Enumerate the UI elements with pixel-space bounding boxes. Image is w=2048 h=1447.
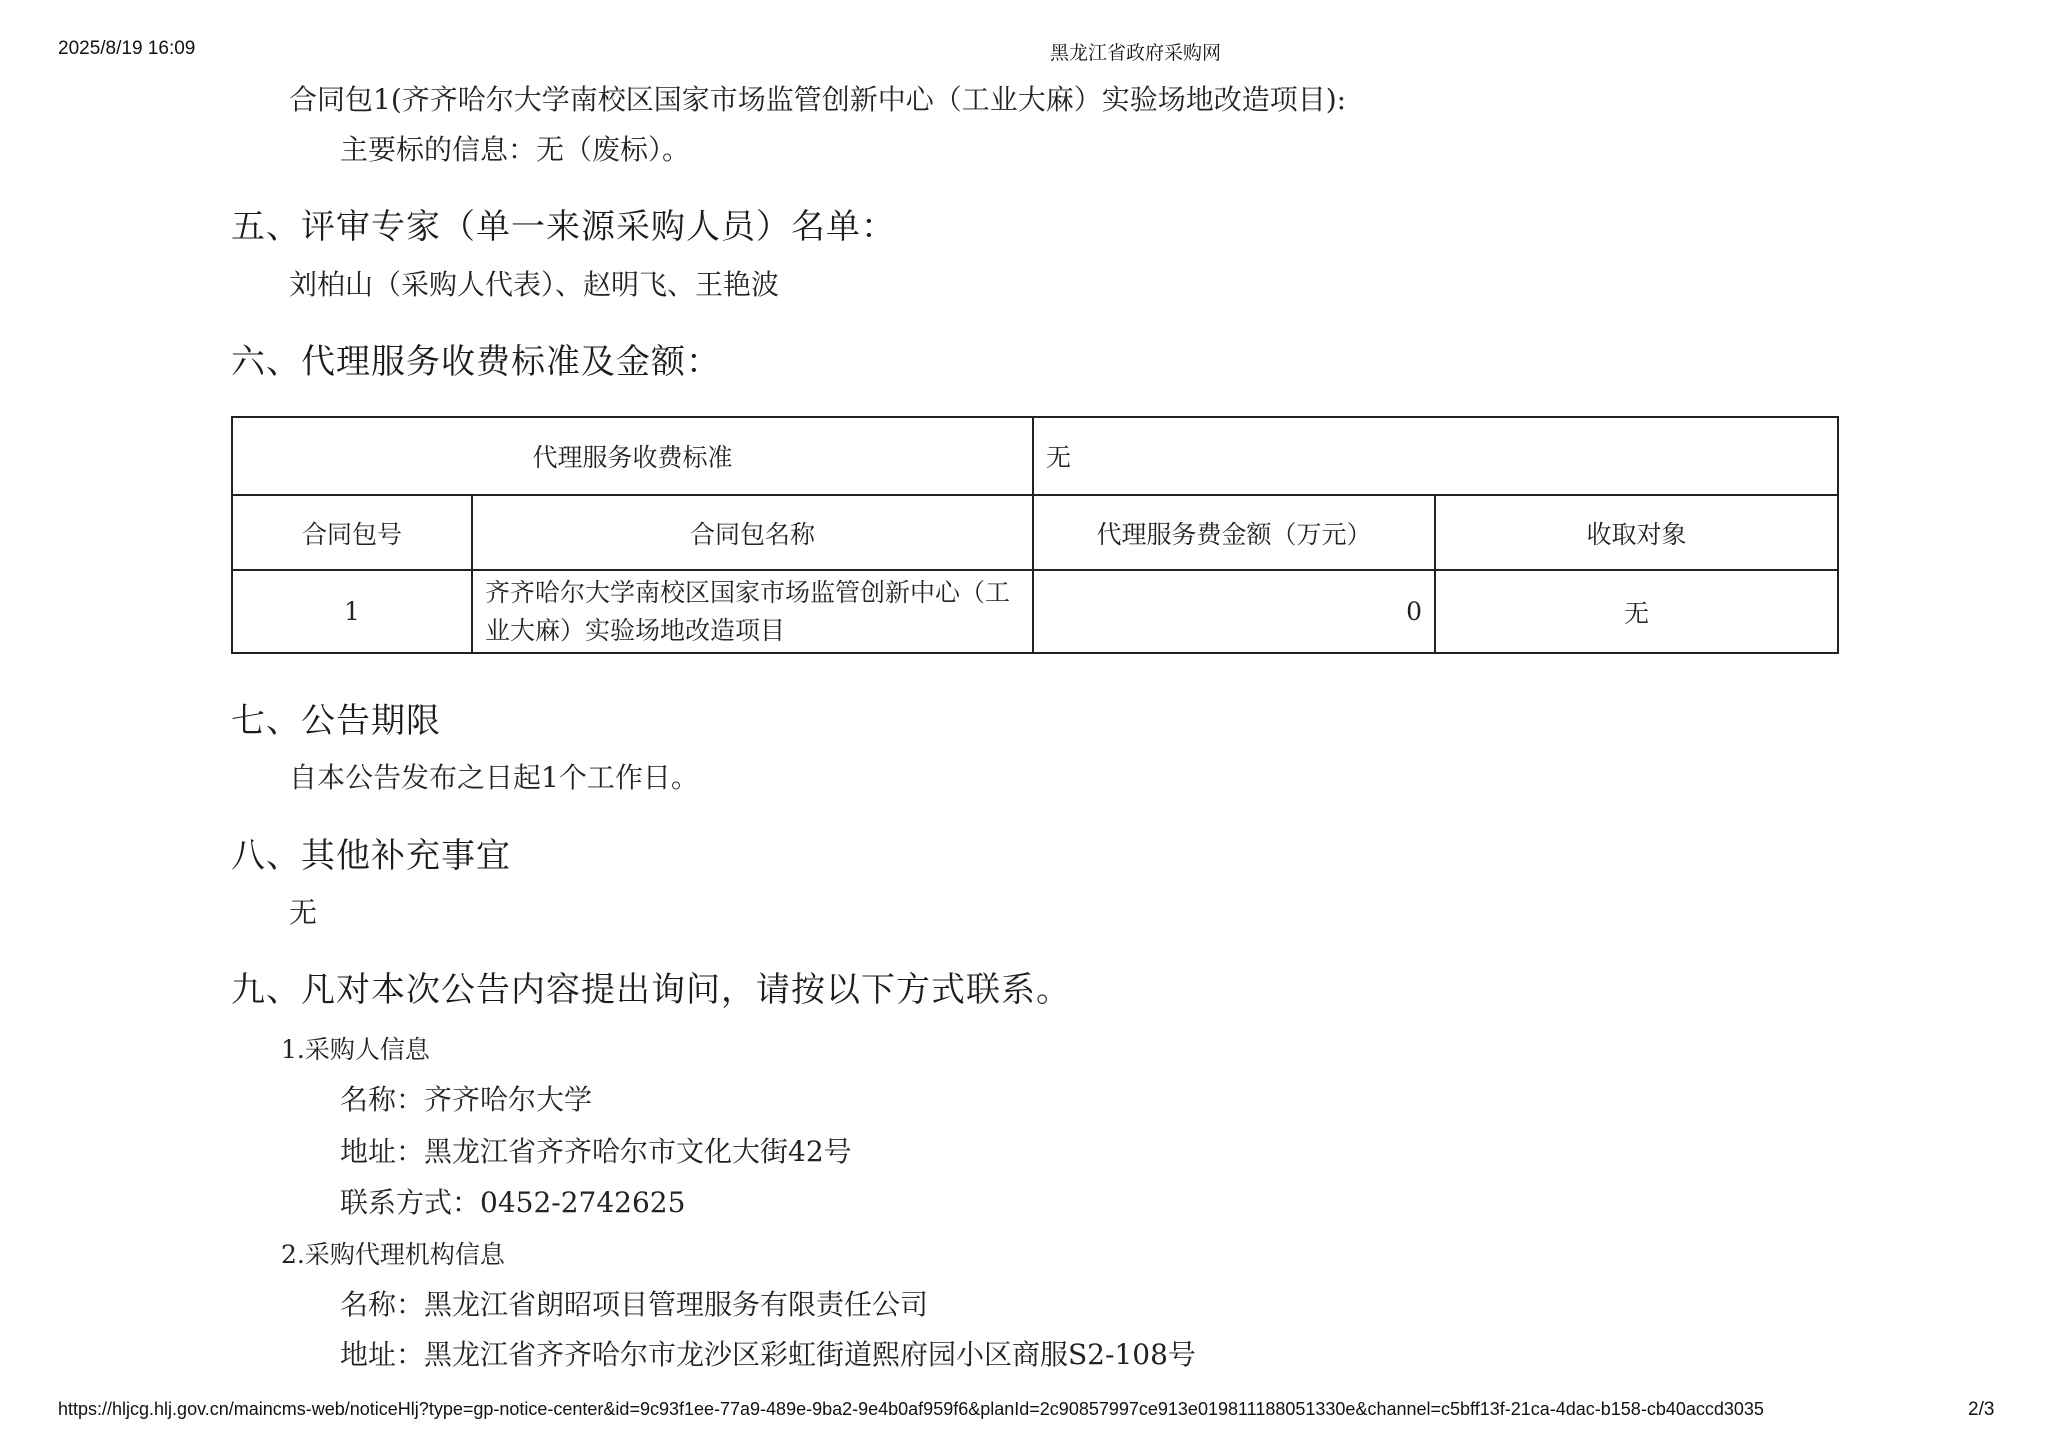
purchaser-address: 地址：黑龙江省齐齐哈尔市文化大街42号: [340, 1135, 852, 1168]
section-7-heading: 七、公告期限: [231, 701, 441, 741]
purchaser-info-title: 1.采购人信息: [281, 1035, 430, 1064]
notice-period-text: 自本公告发布之日起1个工作日。: [289, 761, 699, 794]
section-8-heading: 八、其他补充事宜: [231, 836, 511, 876]
cell-fee-amount: 0: [1033, 570, 1435, 653]
main-item-info: 主要标的信息：无（废标）。: [340, 133, 691, 166]
cell-package-name: 齐齐哈尔大学南校区国家市场监管创新中心（工业大麻）实验场地改造项目: [472, 570, 1033, 653]
print-datetime: 2025/8/19 16:09: [58, 38, 196, 59]
fee-standard-row: [232, 417, 1838, 495]
section-5-heading: 五、评审专家（单一来源采购人员）名单：: [231, 207, 896, 247]
agency-address: 地址：黑龙江省齐齐哈尔市龙沙区彩虹街道熙府园小区商服S2-108号: [340, 1338, 1196, 1371]
header-package-no: 合同包号: [232, 495, 472, 570]
table-row: [232, 570, 1838, 653]
purchaser-name: 名称：齐齐哈尔大学: [340, 1083, 593, 1116]
fee-standard-value: 无: [1033, 417, 1838, 495]
section-6-heading: 六、代理服务收费标准及金额：: [231, 342, 721, 382]
package-line: 合同包1(齐齐哈尔大学南校区国家市场监管创新中心（工业大麻）实验场地改造项目):: [289, 83, 1347, 116]
fee-standard-label: 代理服务收费标准: [232, 417, 1033, 495]
purchaser-contact: 联系方式：0452-2742625: [340, 1186, 686, 1219]
cell-charge-target: 无: [1435, 570, 1838, 653]
header-package-name: 合同包名称: [472, 495, 1033, 570]
cell-package-no: 1: [232, 570, 472, 653]
header-fee-amount: 代理服务费金额（万元）: [1033, 495, 1435, 570]
agency-name: 名称：黑龙江省朗昭项目管理服务有限责任公司: [340, 1288, 929, 1321]
agency-info-title: 2.采购代理机构信息: [281, 1240, 505, 1269]
print-url: https://hljcg.hlj.gov.cn/maincms-web/noticeHlj?type=gp-notice-center&id=9c93f1ee-77a9-489e-9ba2-9e4b0af959f6&planId=2c90857997ce913e019811188051330e&channel=c5bff13f-21ca-4dac-b158-cb40accd3035: [58, 1399, 1764, 1419]
header-charge-target: 收取对象: [1435, 495, 1838, 570]
table-header-row: [232, 495, 1838, 570]
print-site-title: 黑龙江省政府采购网: [1050, 43, 1222, 64]
print-page-number: 2/3: [1968, 1399, 1995, 1420]
agency-fee-table: [231, 416, 1839, 654]
section-9-heading: 九、凡对本次公告内容提出询问，请按以下方式联系。: [231, 970, 1071, 1010]
expert-names: 刘柏山（采购人代表）、赵明飞、王艳波: [289, 268, 780, 301]
supplementary-text: 无: [289, 896, 318, 929]
